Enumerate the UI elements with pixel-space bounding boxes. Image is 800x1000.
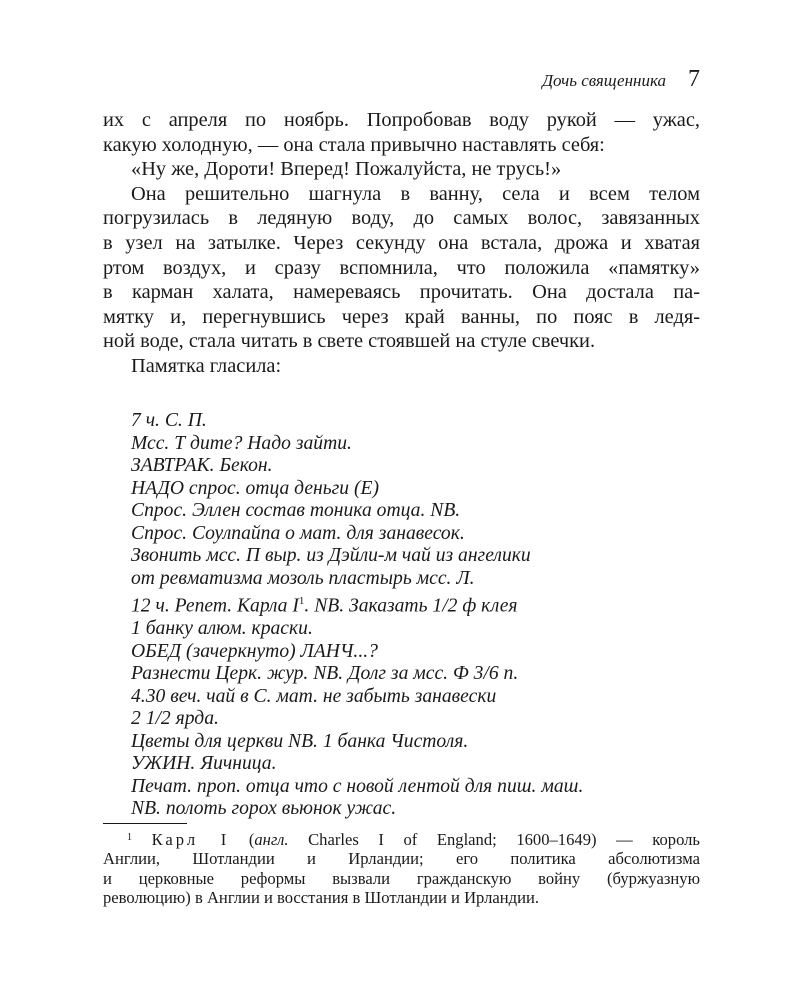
footnote-line: Англии, Шотландии и Ирландии; его политика абсолютизма bbox=[103, 849, 700, 869]
body-line: Памятка гласила: bbox=[131, 354, 282, 377]
memo-line: УЖИН. Яичница. bbox=[131, 753, 277, 775]
body-line: Она решительно шагнула в ванну, села и всем телом bbox=[131, 182, 700, 205]
footnote-lang: англ. bbox=[254, 830, 289, 849]
footnote-line: и церковные реформы вызвали гражданскую войну (буржуазную bbox=[103, 868, 700, 888]
memo-line: Разнести Церк. жур. NB. Долг за мсс. Ф 3/6 п. bbox=[131, 663, 519, 685]
footnote-name: Карл I bbox=[151, 830, 230, 849]
footnote-divider bbox=[103, 823, 187, 824]
memo-line: Спрос. Эллен состав тоника отца. NB. bbox=[131, 500, 461, 521]
memo-line-end: . NB. Заказать 1/2 ф клея bbox=[304, 595, 518, 617]
footnote bbox=[103, 828, 700, 907]
memo-line: НАДО спрос. отца деньги (Е) bbox=[131, 477, 380, 499]
footnote-line-rest: Charles I of England; 1600–1649) — король bbox=[288, 830, 700, 849]
memo-line: 7 ч. С. П. bbox=[131, 410, 207, 431]
page-number: 7 bbox=[688, 66, 700, 92]
memo-list bbox=[131, 410, 701, 821]
memo-line: Печат. проп. отца что с новой лентой для пиш. маш. bbox=[131, 775, 584, 797]
memo-line: NB. полоть горох вьюнок ужас. bbox=[131, 798, 397, 820]
body-line: в узел на затылке. Через секунду она встала, дрожа и хватая bbox=[103, 231, 700, 254]
body-line: какую холодную, — она стала привычно наставлять себя: bbox=[103, 133, 605, 156]
memo-line: 1 банку алюм. краски. bbox=[131, 618, 313, 640]
body-text bbox=[103, 108, 700, 379]
body-line: «Ну же, Дороти! Вперед! Пожалуйста, не трусь!» bbox=[131, 158, 562, 181]
memo-line: ОБЕД (зачеркнуто) ЛАНЧ...? bbox=[131, 640, 378, 662]
memo-line bbox=[131, 590, 701, 618]
body-line: мятку и, перегнувшись через край ванны, по пояс в ледя- bbox=[103, 305, 700, 328]
footnote-ref: 1 bbox=[298, 595, 305, 607]
memo-line: Цветы для церкви NB. 1 банка Чистоля. bbox=[131, 730, 469, 752]
body-line: в карман халата, намереваясь прочитать. Она достала па- bbox=[103, 281, 700, 304]
memo-line: Спрос. Соулпайпа о мат. для занавесок. bbox=[131, 522, 465, 544]
footnote-marker: 1 bbox=[127, 832, 132, 843]
footnote-line: $^1$ Карл I (англ. Charles I of England; 1600–1649) — король bbox=[127, 830, 700, 849]
body-line: их с апреля по ноябрь. Попробовав воду рукой — ужас, bbox=[103, 109, 700, 131]
running-head bbox=[542, 66, 700, 93]
memo-line: от ревматизма мозоль пластырь мсс. Л. bbox=[131, 567, 475, 589]
body-line: ртом воздух, и сразу вспомнила, что положила «памятку» bbox=[103, 256, 700, 279]
memo-line: 4.30 веч. чай в С. мат. не забыть занавески bbox=[131, 685, 497, 707]
running-title: Дочь священника bbox=[542, 71, 666, 90]
memo-line: Мсс. Т дите? Надо зайти. bbox=[131, 432, 352, 454]
body-line: погрузилась в ледяную воду, до самых волос, завязанных bbox=[103, 207, 700, 230]
memo-line: 2 1/2 ярда. bbox=[131, 708, 219, 730]
body-line: ной воде, стала читать в свете стоявшей на стуле свечки. bbox=[103, 330, 596, 353]
memo-line-start: 12 ч. Репет. Карла I bbox=[131, 595, 299, 617]
footnote-line: революцию) в Англии и восстания в Шотландии и Ирландии. bbox=[103, 887, 540, 907]
memo-line: ЗАВТРАК. Бекон. bbox=[131, 455, 273, 476]
memo-line: Звонить мсс. П выр. из Дэйли-м чай из ангелики bbox=[131, 545, 531, 566]
